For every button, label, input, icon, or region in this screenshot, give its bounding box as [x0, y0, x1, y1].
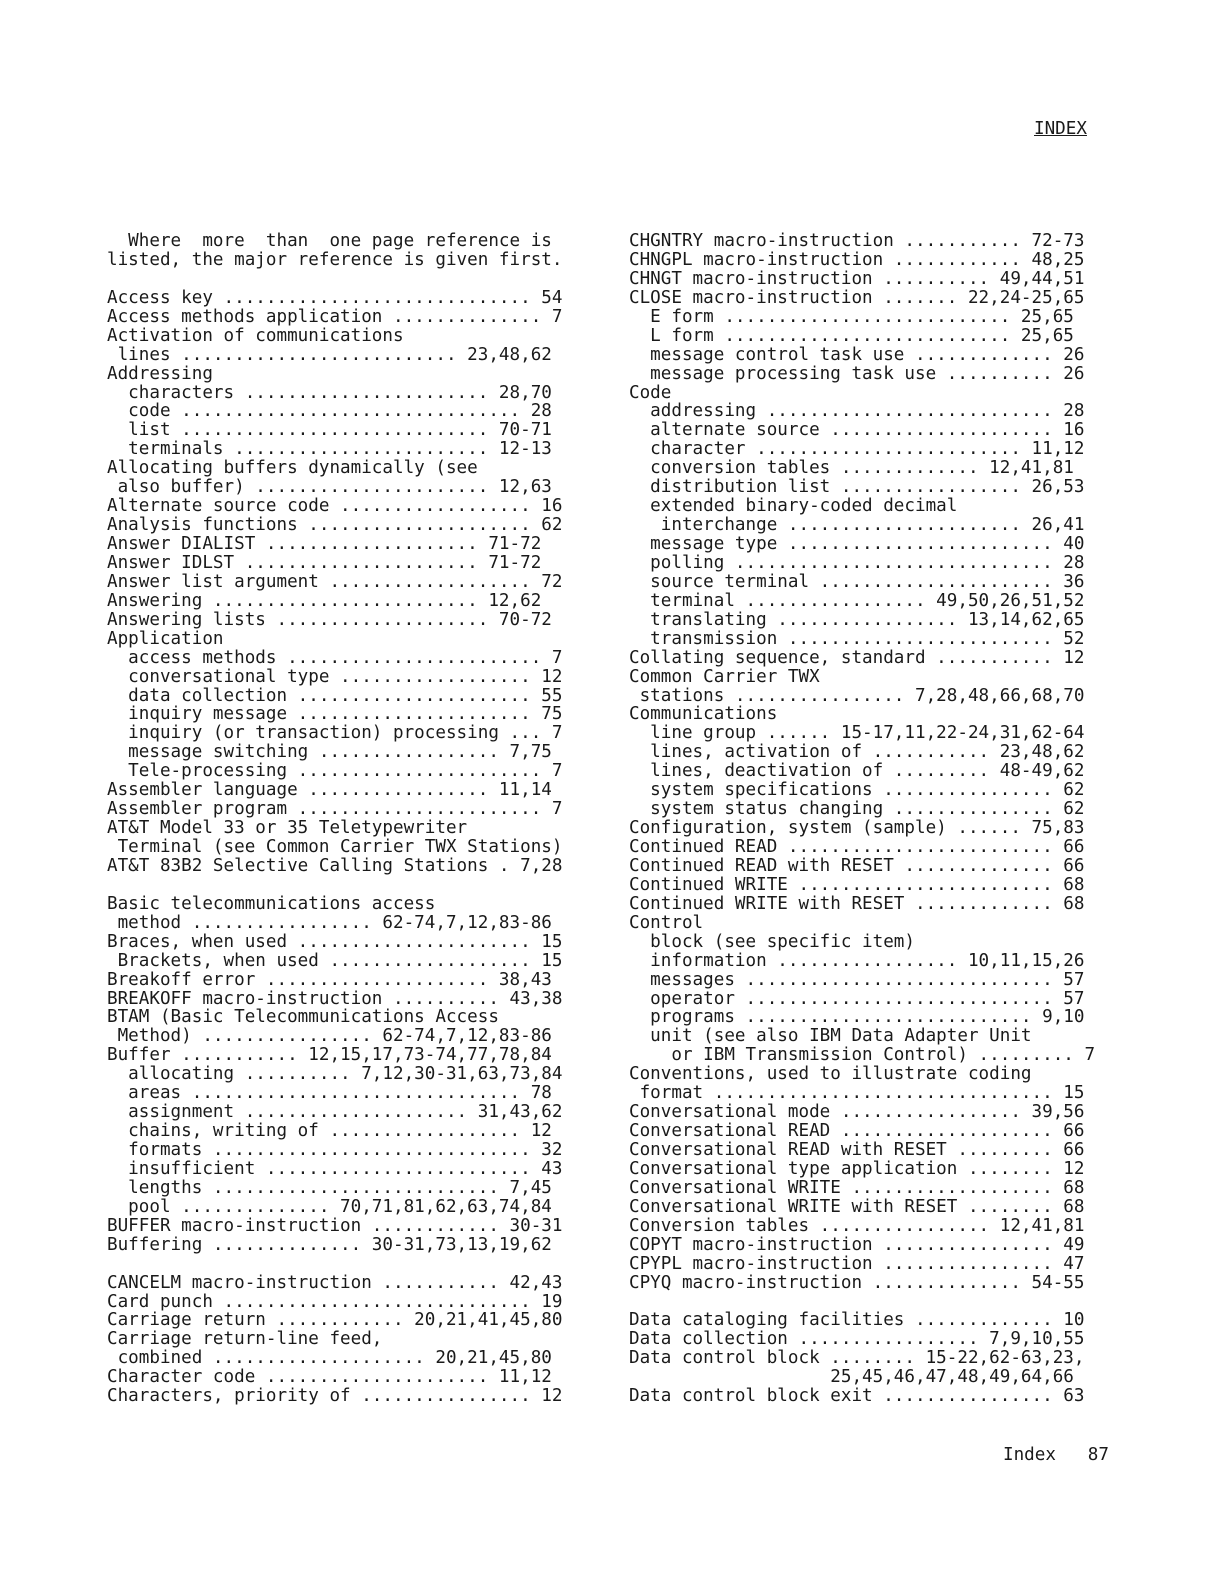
- index-entry-line: [629, 1293, 1129, 1312]
- index-entry-line: Card punch ............................. 19: [107, 1291, 563, 1312]
- index-entry-line: translating ................. 13,14,62,65: [629, 609, 1085, 630]
- index-entry-line: formats .............................. 32: [107, 1140, 563, 1160]
- index-entry-line: Characters, priority of ................ 12: [107, 1386, 563, 1407]
- index-entry-line: pool .............. 70,71,81,62,63,74,84: [107, 1196, 552, 1217]
- index-entry-line: COPYT macro-instruction ................ 49: [629, 1234, 1085, 1255]
- index-entry-line: list ............................. 70-71: [107, 420, 552, 441]
- index-entry-line: combined .................... 20,21,45,80: [107, 1348, 552, 1369]
- index-entry-line: Addressing: [107, 363, 213, 384]
- index-entry-line: distribution list ................. 26,53: [629, 477, 1085, 498]
- index-entry-line: AT&T Model 33 or 35 Teletypewriter: [107, 818, 468, 839]
- index-entry-line: Access methods application .............. 7: [107, 306, 563, 327]
- index-entry-line: CHNGPL macro-instruction ............ 48,25: [629, 249, 1085, 270]
- index-entry-line: Character code ..................... 11,12: [107, 1367, 552, 1388]
- index-entry-line: CPYQ macro-instruction .............. 54-55: [629, 1272, 1085, 1293]
- index-entry-line: code ................................ 28: [107, 401, 552, 422]
- index-entry-line: Analysis functions ..................... 62: [107, 515, 563, 536]
- index-entry-line: Continued WRITE ........................ 68: [629, 874, 1085, 895]
- index-entry-line: Conversational WRITE with RESET ........ 68: [629, 1196, 1085, 1217]
- index-entry-line: assignment ..................... 31,43,62: [107, 1102, 563, 1123]
- index-entry-line: Buffer ........... 12,15,17,73-74,77,78,84: [107, 1045, 552, 1066]
- index-entry-line: extended binary-coded decimal: [629, 496, 958, 517]
- index-entry-line: Basic telecommunications access: [107, 893, 436, 914]
- index-entry-line: Conversational READ .................... 66: [629, 1121, 1085, 1142]
- index-entry-line: [107, 270, 607, 289]
- index-entry-line: Carriage return ............ 20,21,41,45,80: [107, 1310, 563, 1331]
- index-entry-line: Where more than one page reference is: [107, 231, 552, 251]
- index-entry-line: Braces, when used ...................... 15: [107, 931, 563, 952]
- index-entry-line: Allocating buffers dynamically (see: [107, 458, 478, 479]
- index-entry-line: message switching ................. 7,75: [107, 742, 552, 763]
- index-entry-line: chains, writing of .................. 12: [107, 1121, 552, 1142]
- index-entry-line: E form ........................... 25,65: [629, 306, 1074, 327]
- index-entry-line: character ......................... 11,12: [629, 439, 1085, 460]
- index-entry-line: addressing ........................... 28: [629, 401, 1085, 422]
- index-column-right: [629, 232, 1129, 1406]
- index-entry-line: Conventions, used to illustrate coding: [629, 1064, 1032, 1085]
- index-entry-line: Continued READ ......................... 66: [629, 837, 1085, 857]
- index-entry-line: CHGNTRY macro-instruction ........... 72-73: [629, 231, 1085, 251]
- index-entry-line: Collating sequence, standard ........... 12: [629, 647, 1085, 668]
- index-entry-line: method ................. 62-74,7,12,83-86: [107, 912, 552, 933]
- index-entry-line: L form ........................... 25,65: [629, 325, 1074, 346]
- index-entry-line: Continued WRITE with RESET ............. 68: [629, 893, 1085, 914]
- index-entry-line: Data cataloging facilities ............. 10: [629, 1310, 1085, 1331]
- index-entry-line: Breakoff error ..................... 38,43: [107, 969, 552, 990]
- page-footer: [1003, 1444, 1109, 1466]
- index-entry-line: terminals ........................ 12-13: [107, 439, 552, 460]
- index-entry-line: lines, activation of ........... 23,48,62: [629, 742, 1085, 763]
- index-entry-line: Assembler language ................. 11,14: [107, 780, 552, 801]
- index-column-left: [107, 232, 607, 1406]
- index-entry-line: system specifications ................ 62: [629, 780, 1085, 801]
- index-entry-line: lengths ........................... 7,45: [107, 1177, 552, 1198]
- index-entry-line: Configuration, system (sample) ...... 75,83: [629, 818, 1085, 839]
- index-entry-line: CANCELM macro-instruction ........... 42,43: [107, 1272, 563, 1293]
- index-entry-line: or IBM Transmission Control) ......... 7: [629, 1045, 1096, 1066]
- index-entry-line: lines .......................... 23,48,62: [107, 344, 552, 365]
- index-entry-line: characters ....................... 28,70: [107, 382, 552, 403]
- index-entry-line: [107, 1255, 607, 1274]
- index-entry-line: CPYPL macro-instruction ................ 47: [629, 1253, 1085, 1274]
- index-entry-line: lines, deactivation of ......... 48-49,62: [629, 761, 1085, 782]
- index-entry-line: conversion tables ............. 12,41,81: [629, 458, 1074, 479]
- index-entry-line: Conversational WRITE ................... 68: [629, 1177, 1085, 1198]
- index-entry-line: alternate source ..................... 16: [629, 420, 1085, 441]
- index-entry-line: stations ................ 7,28,48,66,68,70: [629, 685, 1085, 706]
- index-entry-line: conversational type .................. 12: [107, 666, 563, 687]
- index-entry-line: line group ...... 15-17,11,22-24,31,62-64: [629, 723, 1085, 744]
- index-entry-line: message type ......................... 40: [629, 534, 1085, 554]
- index-entry-line: Data collection ................. 7,9,10,55: [629, 1329, 1085, 1350]
- index-entry-line: format ................................ 15: [629, 1083, 1085, 1104]
- index-entry-line: Access key ............................. 54: [107, 287, 563, 308]
- index-entry-line: listed, the major reference is given first.: [107, 249, 563, 270]
- index-entry-line: Activation of communications: [107, 325, 404, 346]
- index-entry-line: Answer DIALIST .................... 71-72: [107, 534, 542, 554]
- index-entry-line: [107, 876, 607, 895]
- index-entry-line: operator ............................. 57: [629, 988, 1085, 1009]
- index-entry-line: interchange ...................... 26,41: [629, 515, 1085, 536]
- index-entry-line: Answering lists .................... 70-72: [107, 609, 552, 630]
- index-entry-line: inquiry message ...................... 75: [107, 704, 563, 725]
- index-entry-line: Answer IDLST ...................... 71-72: [107, 552, 542, 573]
- index-entry-line: insufficient ......................... 43: [107, 1158, 563, 1179]
- index-entry-line: 25,45,46,47,48,49,64,66: [629, 1367, 1074, 1388]
- index-entry-line: Answer list argument ................... 72: [107, 571, 563, 592]
- index-entry-line: areas ............................... 78: [107, 1083, 552, 1104]
- index-entry-line: Conversion tables ................ 12,41,81: [629, 1215, 1085, 1236]
- index-entry-line: programs ........................... 9,10: [629, 1007, 1085, 1028]
- footer-label: Index: [1003, 1445, 1056, 1465]
- index-entry-line: BUFFER macro-instruction ............ 30-31: [107, 1215, 563, 1236]
- index-entry-line: Carriage return-line feed,: [107, 1329, 383, 1350]
- index-entry-line: Code: [629, 382, 672, 403]
- index-entry-line: Data control block exit ................ 63: [629, 1386, 1085, 1407]
- index-entry-line: Alternate source code .................. 16: [107, 496, 563, 517]
- index-entry-line: source terminal ...................... 36: [629, 571, 1085, 592]
- index-entry-line: unit (see also IBM Data Adapter Unit: [629, 1026, 1032, 1047]
- index-entry-line: BTAM (Basic Telecommunications Access: [107, 1007, 499, 1028]
- index-entry-line: Conversational mode ................. 39,56: [629, 1102, 1085, 1123]
- index-entry-line: allocating .......... 7,12,30-31,63,73,84: [107, 1064, 563, 1085]
- index-entry-line: Method) ................ 62-74,7,12,83-86: [107, 1026, 552, 1047]
- index-entry-line: Control: [629, 912, 704, 933]
- index-entry-line: Conversational READ with RESET ......... 66: [629, 1140, 1085, 1160]
- index-entry-line: Application: [107, 628, 224, 649]
- index-entry-line: Data control block ........ 15-22,62-63,23,: [629, 1348, 1085, 1369]
- page-header-index: INDEX: [1034, 119, 1087, 139]
- index-entry-line: inquiry (or transaction) processing ... 7: [107, 723, 563, 744]
- index-entry-line: messages ............................. 57: [629, 969, 1085, 990]
- index-entry-line: Conversational type application ........ 12: [629, 1158, 1085, 1179]
- index-entry-line: Brackets, when used ................... 15: [107, 950, 563, 971]
- index-entry-line: system status changing ............... 62: [629, 799, 1085, 820]
- index-entry-line: CLOSE macro-instruction ....... 22,24-25,65: [629, 287, 1085, 308]
- index-entry-line: BREAKOFF macro-instruction .......... 43,38: [107, 988, 563, 1009]
- index-entry-line: CHNGT macro-instruction .......... 49,44,51: [629, 268, 1085, 289]
- index-entry-line: block (see specific item): [629, 931, 915, 952]
- index-entry-line: Communications: [629, 704, 778, 725]
- index-entry-line: message control task use ............. 26: [629, 344, 1085, 365]
- index-entry-line: Assembler program ....................... 7: [107, 799, 563, 820]
- index-entry-line: data collection ...................... 55: [107, 685, 563, 706]
- index-entry-line: Common Carrier TWX: [629, 666, 820, 687]
- index-entry-line: polling .............................. 28: [629, 552, 1085, 573]
- index-entry-line: Answering ......................... 12,62: [107, 590, 542, 611]
- index-entry-line: AT&T 83B2 Selective Calling Stations . 7,28: [107, 855, 563, 876]
- index-entry-line: message processing task use .......... 26: [629, 363, 1085, 384]
- index-entry-line: Terminal (see Common Carrier TWX Stations): [107, 837, 563, 857]
- index-entry-line: terminal ................. 49,50,26,51,52: [629, 590, 1085, 611]
- index-entry-line: Tele-processing ....................... 7: [107, 761, 563, 782]
- page-number: 87: [1087, 1445, 1109, 1465]
- index-entry-line: also buffer) ...................... 12,63: [107, 477, 552, 498]
- index-entry-line: Continued READ with RESET .............. 66: [629, 855, 1085, 876]
- index-entry-line: Buffering .............. 30-31,73,13,19,62: [107, 1234, 552, 1255]
- index-entry-line: information ................. 10,11,15,26: [629, 950, 1085, 971]
- index-entry-line: access methods ........................ 7: [107, 647, 563, 668]
- index-entry-line: transmission ......................... 52: [629, 628, 1085, 649]
